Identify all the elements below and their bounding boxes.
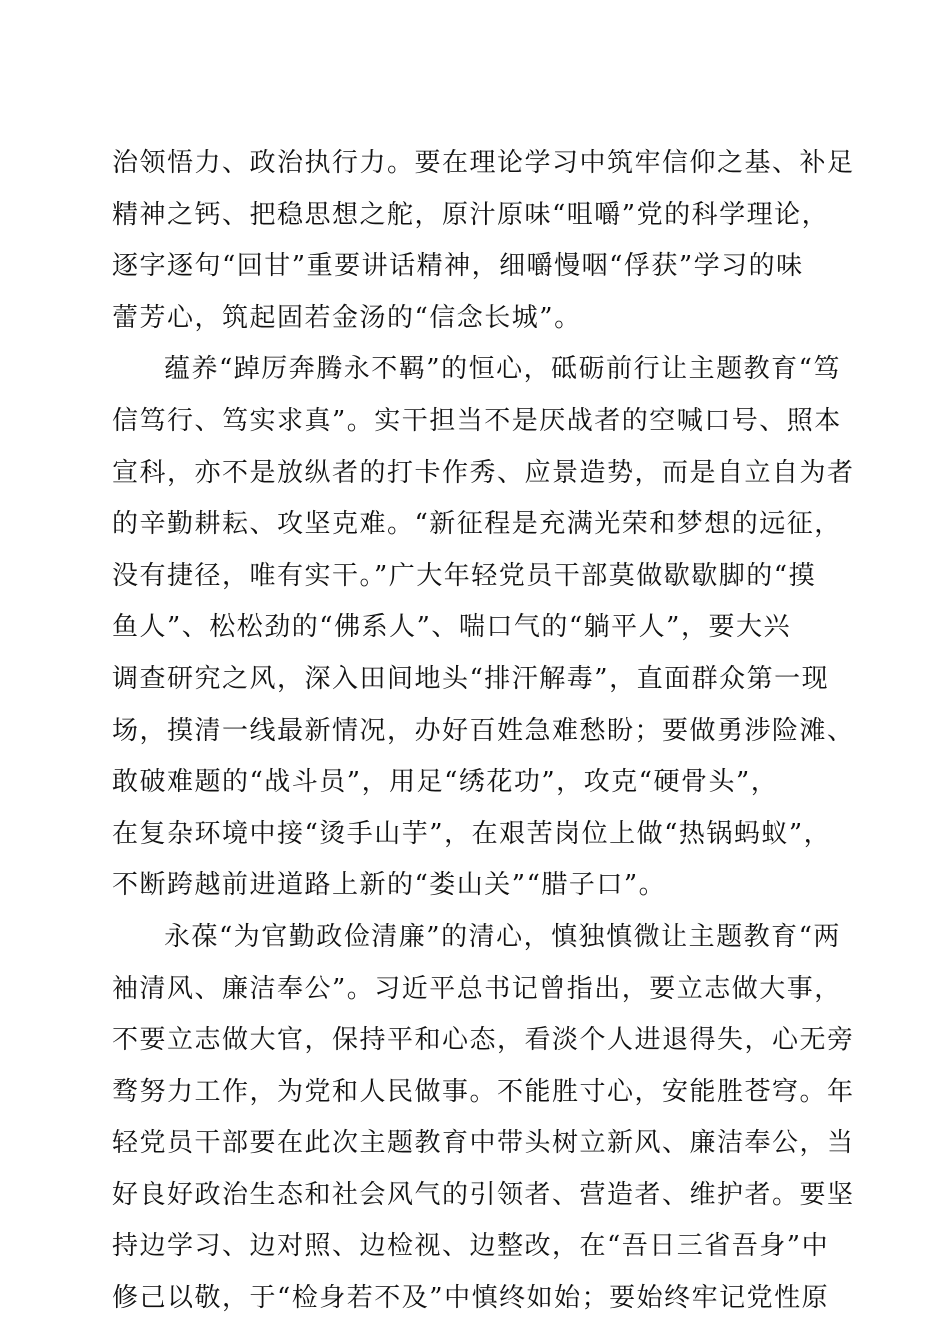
text-line: 治领悟力、政治执行力。要在理论学习中筑牢信仰之基、补足	[112, 148, 855, 178]
text-line: 信笃行、笃实求真”。实干担当不是厌战者的空喊口号、照本	[112, 405, 842, 436]
text-line: 鱼人”、松松劲的“佛系人”、喘口气的“躺平人”，要大兴	[112, 612, 791, 643]
body-text	[112, 138, 855, 1325]
text-line: 精神之钙、把稳思想之舵，原汁原味“咀嚼”党的科学理论，	[112, 199, 830, 230]
text-line: 逐字逐句“回甘”重要讲话精神，细嚼慢咽“俘获”学习的味	[112, 251, 804, 282]
text-line: 不要立志做大官，保持平和心态，看淡个人进退得失，心无旁	[112, 1025, 855, 1056]
paragraph-start-line: 蕴养“踔厉奔腾永不羁”的恒心，砥砺前行让主题教育“笃	[164, 354, 841, 385]
text-line: 宣科，亦不是放纵者的打卡作秀、应景造势，而是自立自为者	[112, 457, 855, 488]
text-line: 袖清风、廉洁奉公”。习近平总书记曾指出，要立志做大事，	[112, 973, 842, 1004]
text-line: 修己以敬，于“检身若不及”中慎终如始；要始终牢记党性原	[112, 1283, 830, 1314]
text-line: 蕾芳心，筑起固若金汤的“信念长城”。	[112, 302, 582, 333]
text-line: 骛努力工作，为党和人民做事。不能胜寸心，安能胜苍穹。年	[112, 1076, 855, 1107]
text-line: 轻党员干部要在此次主题教育中带头树立新风、廉洁奉公，当	[112, 1128, 855, 1159]
text-line: 好良好政治生态和社会风气的引领者、营造者、维护者。要坚	[112, 1179, 855, 1210]
text-line: 场，摸清一线最新情况，办好百姓急难愁盼；要做勇涉险滩、	[112, 715, 855, 746]
text-line: 的辛勤耕耘、攻坚克难。“新征程是充满光荣和梦想的远征，	[112, 509, 842, 540]
text-line: 在复杂环境中接“烫手山芋”，在艰苦岗位上做“热锅蚂蚁”，	[112, 818, 832, 849]
text-line: 持边学习、边对照、边检视、边整改，在“吾日三省吾身”中	[112, 1231, 830, 1262]
paragraph-start-line: 永葆“为官勤政俭清廉”的清心，慎独慎微让主题教育“两	[164, 921, 841, 952]
text-line: 敢破难题的“战斗员”，用足“绣花功”，攻克“硬骨头”，	[112, 767, 779, 798]
text-line: 调查研究之风，深入田间地头“排汗解毒”，直面群众第一现	[112, 663, 830, 694]
text-line: 没有捷径，唯有实干。”广大年轻党员干部莫做歇歇脚的“摸	[112, 560, 817, 591]
text-line: 不断跨越前进道路上新的“娄山关”“腊子口”。	[112, 870, 667, 901]
